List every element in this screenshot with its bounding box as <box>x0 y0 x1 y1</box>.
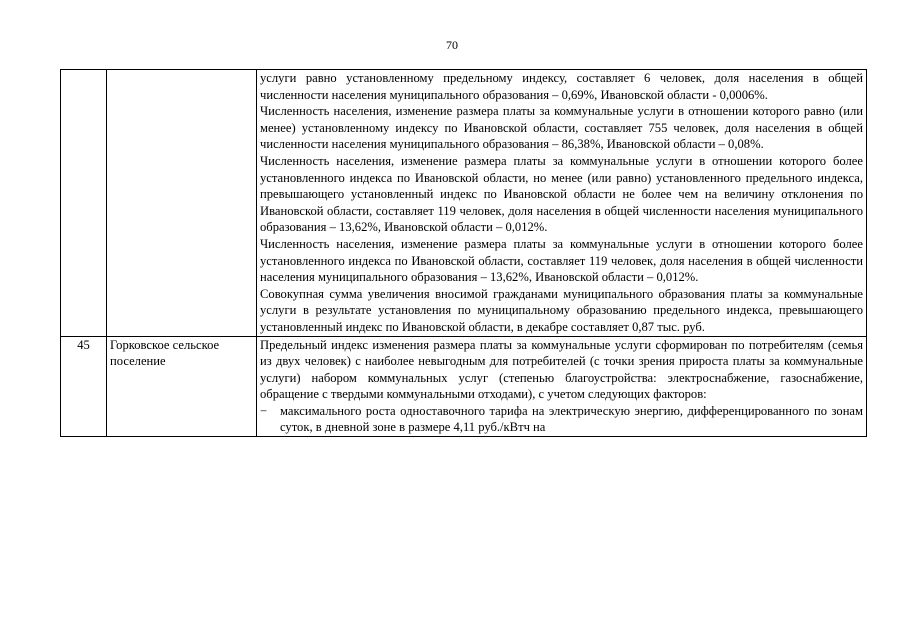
paragraph: Численность населения, изменение размера платы за коммунальные услуги в отношении которого более установленного индекса по Ивановской области, составляет 119 человек, доля населения в общей численности населения муниципального образования – 13,62%, Ивановской области – 0,012%. <box>260 236 863 285</box>
document-table <box>60 69 867 437</box>
paragraph: Численность населения, изменение размера платы за коммунальные услуги в отношении которого более установленного индекса по Ивановской области, но менее (или равно) установленного предельного индекса, превышающего установленный индекс по Ивановской области не более чем на величину отклонения по Ивановской области, составляет 119 человек, доля населения в общей численности населения муниципального образования – 13,62%, Ивановской области – 0,012%. <box>260 153 863 235</box>
bullet-dash: − <box>260 403 268 418</box>
paragraph: Предельный индекс изменения размера платы за коммунальные услуги сформирован по потребителям (семья из двух человек) с наиболее невыгодным для потребителей (с точки зрения прироста платы за коммунальные услуги) набором коммунальных услуг (степенью благоустройства: электроснабжение, газоснабжение, обращение с твердыми коммунальными отходами), с учетом следующих факторов: <box>260 337 863 402</box>
table-row <box>61 336 867 437</box>
page-number: 70 <box>446 38 458 52</box>
paragraph: услуги равно установленному предельному индексу, составляет 6 человек, доля населения в общей численности населения муниципального образования – 0,69%, Ивановской области - 0,0006%. <box>260 71 863 102</box>
municipality-name-cell <box>107 70 257 337</box>
bullet-text: максимального роста одноставочного тарифа на электрическую энергию, дифференцированного по зонам суток, в дневной зоне в размере 4,11 руб./кВтч на <box>280 403 863 435</box>
paragraph: Совокупная сумма увеличения вносимой гражданами муниципального образования платы за коммунальные услуги в результате установления по муниципальному образованию предельного индекса, превышающего установленный индекс по Ивановской области, в декабре составляет 0,87 тыс. руб. <box>260 286 863 334</box>
description-cell <box>257 336 867 437</box>
description-cell <box>257 70 867 337</box>
row-number-cell <box>61 70 107 337</box>
municipality-name-cell: Горковское сельское поселение <box>107 336 257 437</box>
table-row <box>61 70 867 337</box>
paragraph: Численность населения, изменение размера платы за коммунальные услуги в отношении которого равно (или менее) установленному индексу по Ивановской области, составляет 755 человек, доля населения в общей численности населения муниципального образования – 86,38%, Ивановской области – 0,08%. <box>260 104 863 152</box>
bullet-item <box>260 403 863 436</box>
row-number-cell: 45 <box>61 336 107 437</box>
